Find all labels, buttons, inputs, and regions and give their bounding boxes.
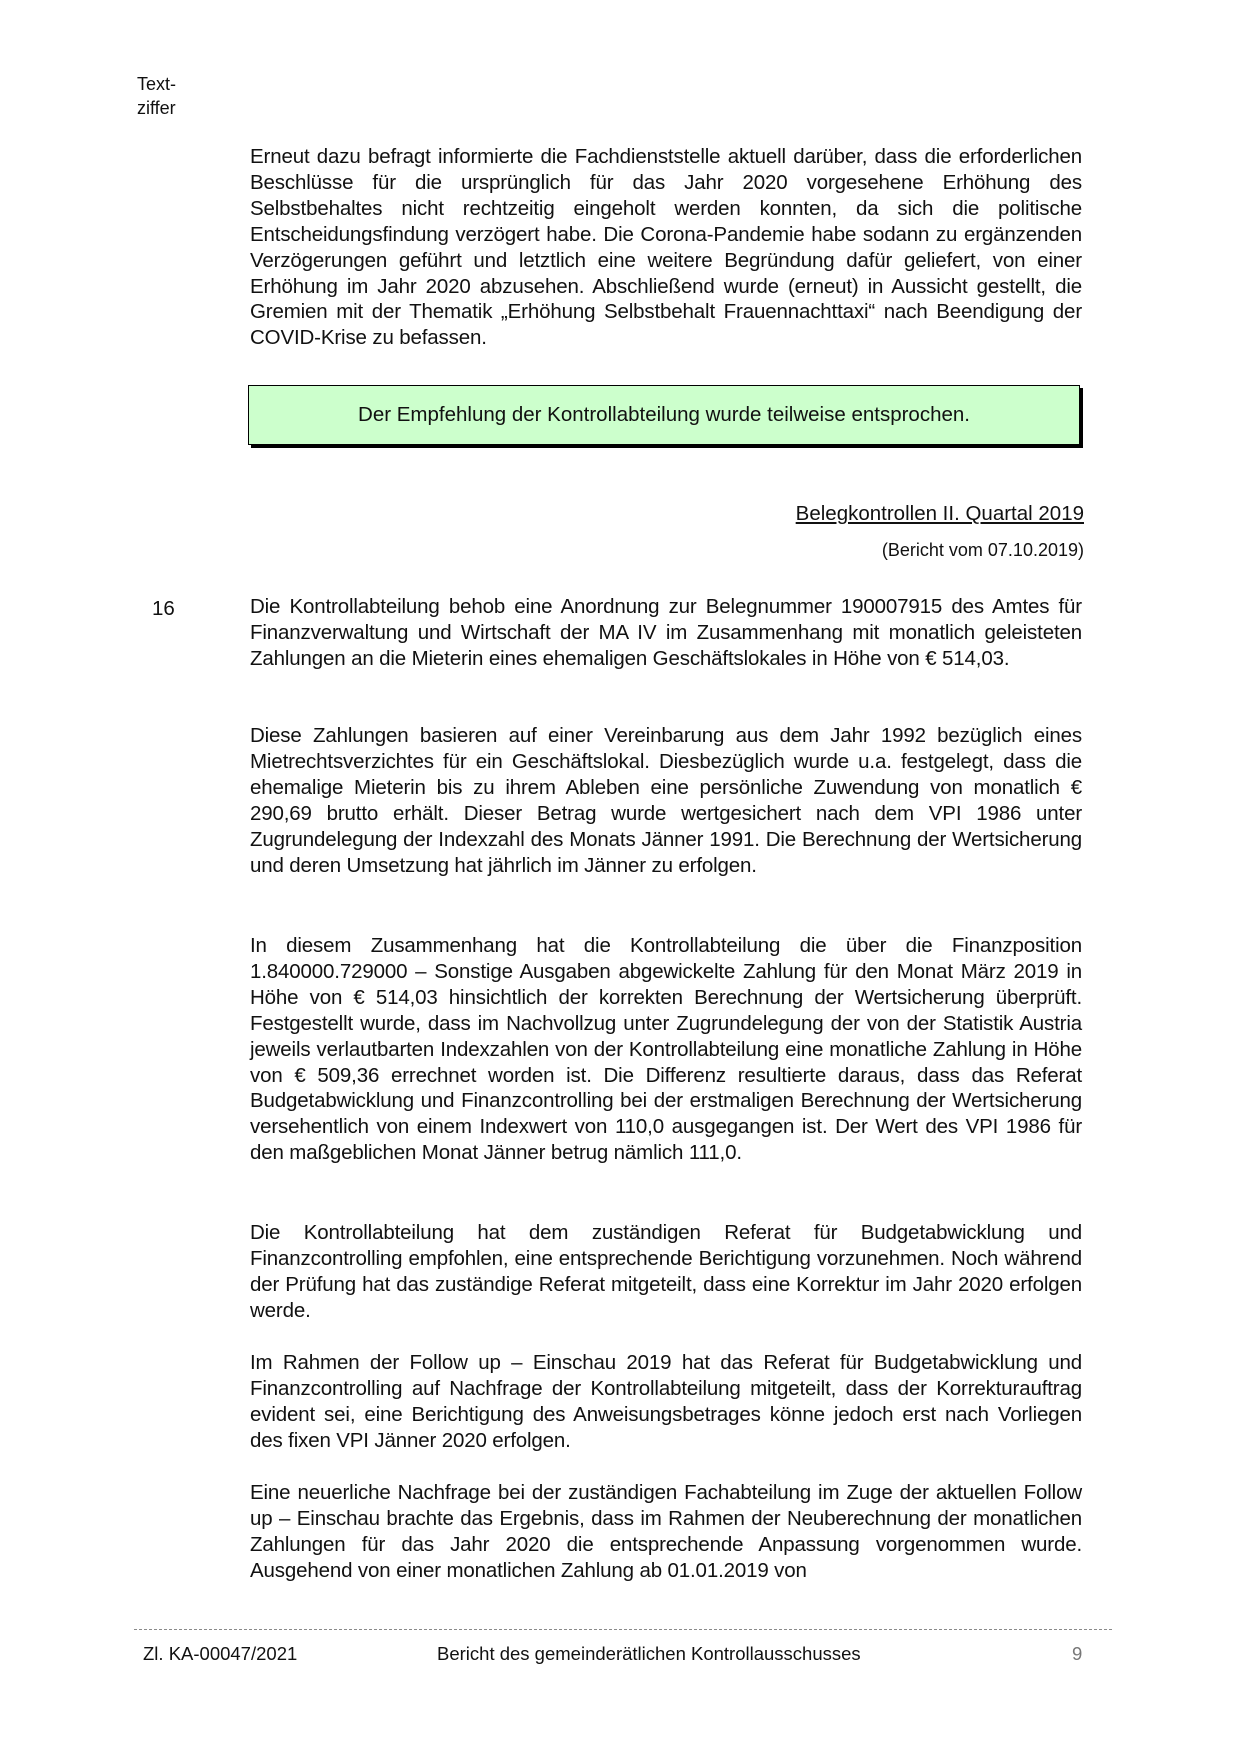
footer-title: Bericht des gemeinderätlichen Kontrollausschusses [437, 1643, 861, 1664]
footer-page-number: 9 [1072, 1643, 1083, 1664]
textziffer-paragraph-6-block [250, 1480, 1082, 1584]
textziffer-paragraph: Die Kontrollabteilung behob eine Anordnung zur Belegnummer 190007915 des Amtes für Finanzverwaltung und Wirtschaft der MA IV im Zusammenhang mit monatlich geleisteten Zahlungen an die Mieterin eines ehemaligen Geschäftslokales in Höhe von € 514,03. [250, 595, 1082, 670]
textziffer-paragraph: Im Rahmen der Follow up – Einschau 2019 hat das Referat für Budgetabwicklung und Finanzcontrolling auf Nachfrage der Kontrollabteilung mitgeteilt, dass der Korrekturauftrag evident sei, eine Berichtigung des Anweisungsbetrages könne jedoch erst nach Vorliegen des fixen VPI Jänner 2020 erfolgen. [250, 1351, 1082, 1452]
intro-paragraph-block [250, 144, 1082, 351]
textziffer-paragraph-2-block [250, 723, 1082, 878]
textziffer-paragraph-1-block [250, 594, 1082, 672]
intro-paragraph: Erneut dazu befragt informierte die Fachdienststelle aktuell darüber, dass die erforderlichen Beschlüsse für die ursprünglich für das Jahr 2020 vorgesehene Erhöhung des Selbstbehaltes nicht rechtzeitig eingeholt werden konnten, da sich die politische Entscheidungsfindung verzögert habe. Die Corona-Pandemie habe sodann zu ergänzenden Verzögerungen geführt und letztlich eine weitere Begründung dafür geliefert, von einer Erhöhung im Jahr 2020 abzusehen. Abschließend wurde (erneut) in Aussicht gestellt, die Gremien mit der Thematik „Erhöhung Selbstbehalt Frauennachttaxi“ nach Beendigung der COVID-Krise zu befassen. [250, 145, 1082, 350]
recommendation-status-box [248, 385, 1080, 445]
margin-header-line2: ziffer [137, 98, 176, 118]
textziffer-column-header [137, 72, 176, 120]
textziffer-paragraph-4-block [250, 1220, 1082, 1324]
section-heading: Belegkontrollen II. Quartal 2019 [795, 502, 1084, 525]
textziffer-paragraph: Eine neuerliche Nachfrage bei der zuständigen Fachabteilung im Zuge der aktuellen Follow up – Einschau brachte das Ergebnis, dass im Rahmen der Neuberechnung der monatlichen Zahlungen für das Jahr 2020 die entsprechende Anpassung vorgenommen wurde. Ausgehend von einer monatlichen Zahlung ab 01.01.2019 von [250, 1481, 1082, 1582]
recommendation-status-text: Der Empfehlung der Kontrollabteilung wurde teilweise entsprochen. [358, 403, 970, 426]
textziffer-number: 16 [152, 597, 175, 620]
textziffer-paragraph: Die Kontrollabteilung hat dem zuständigen Referat für Budgetabwicklung und Finanzcontrolling empfohlen, eine entsprechende Berichtigung vorzunehmen. Noch während der Prüfung hat das zuständige Referat mitgeteilt, dass eine Korrektur im Jahr 2020 erfolgen werde. [250, 1221, 1082, 1322]
section-subheading: (Bericht vom 07.10.2019) [881, 540, 1084, 560]
textziffer-paragraph-5-block [250, 1350, 1082, 1454]
margin-header-line1: Text- [137, 74, 177, 94]
textziffer-paragraph: In diesem Zusammenhang hat die Kontrollabteilung die über die Finanzposition 1.840000.729000 – Sonstige Ausgaben abgewickelte Zahlung für den Monat März 2019 in Höhe von € 514,03 hinsichtlich der korrekten Berechnung der Wertsicherung überprüft. Festgestellt wurde, dass im Nachvollzug unter Zugrundelegung der von der Statistik Austria jeweils verlautbarten Indexzahlen von der Kontrollabteilung eine monatliche Zahlung in Höhe von € 509,36 errechnet worden ist. Die Differenz resultierte daraus, dass das Referat Budgetabwicklung und Finanzcontrolling bei der erstmaligen Berechnung der Wertsicherung versehentlich von einem Indexwert von 110,0 ausgegangen ist. Der Wert des VPI 1986 für den maßgeblichen Monat Jänner betrug nämlich 111,0. [250, 934, 1082, 1165]
footer-reference: Zl. KA-00047/2021 [143, 1643, 298, 1664]
textziffer-paragraph-3-block [250, 933, 1082, 1166]
footer-divider [134, 1629, 1112, 1630]
textziffer-paragraph: Diese Zahlungen basieren auf einer Vereinbarung aus dem Jahr 1992 bezüglich eines Mietrechtsverzichtes für ein Geschäftslokal. Diesbezüglich wurde u.a. festgelegt, dass die ehemalige Mieterin bis zu ihrem Ableben eine persönliche Zuwendung von monatlich € 290,69 brutto erhält. Dieser Betrag wurde wertgesichert nach dem VPI 1986 unter Zugrundelegung der Indexzahl des Monats Jänner 1991. Die Berechnung der Wertsicherung und deren Umsetzung hat jährlich im Jänner zu erfolgen. [250, 724, 1082, 877]
